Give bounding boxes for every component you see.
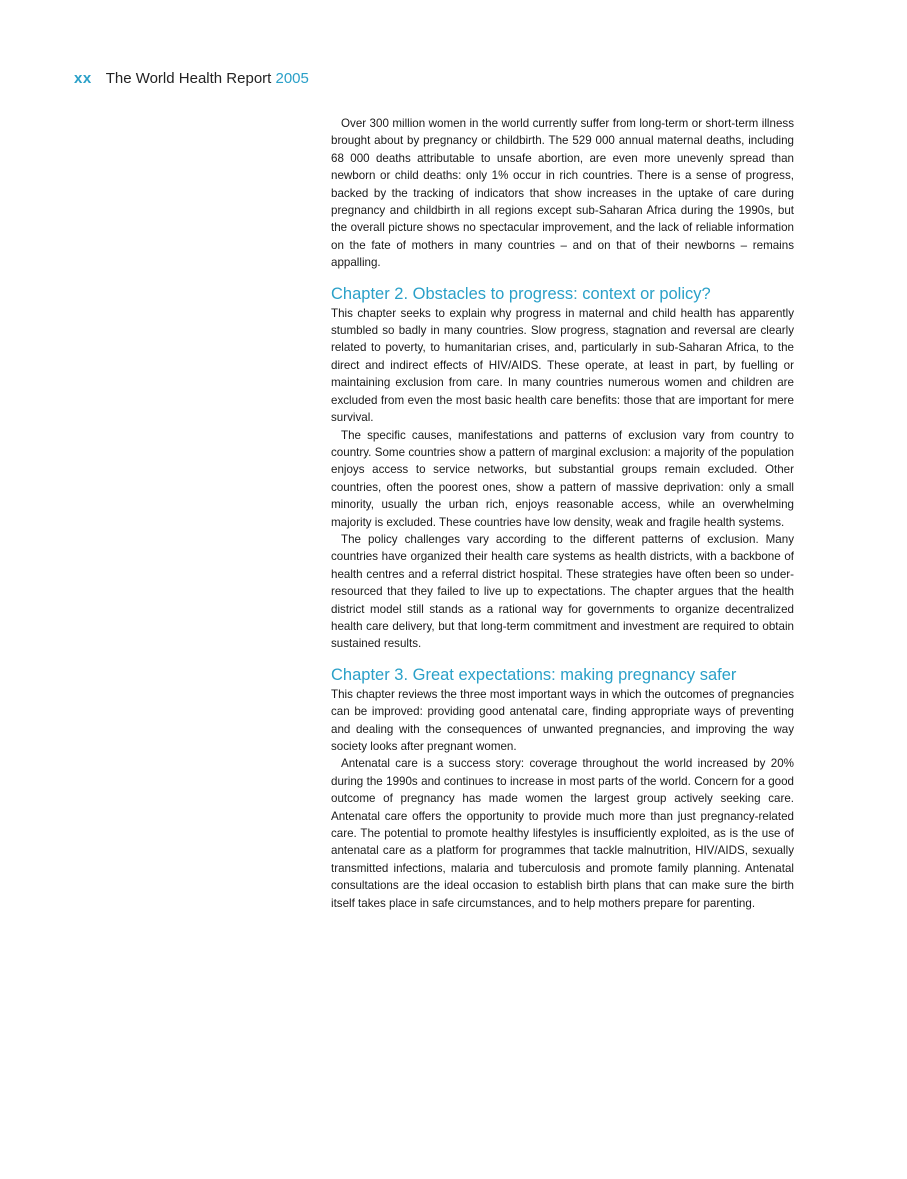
running-header [74,70,309,87]
chapter-2-paragraph: The specific causes, manifestations and patterns of exclusion vary from country to country. Some countries show a pattern of marginal exclusion: a majority of the population enjoys access to service networks, but substantial groups remain excluded. Other countries, often the poorest ones, show a pattern of massive deprivation: only a small minority, usually the urban rich, enjoys reasonable access, while an overwhelming majority is excluded. These countries have low density, weak and fragile health systems. [331,428,794,529]
page-number: xx [74,70,92,87]
chapter-3-heading: Chapter 3. Great expectations: making pregnancy safer [331,665,737,684]
report-title: The World Health Report [105,70,272,87]
chapter-2-heading: Chapter 2. Obstacles to progress: context or policy? [331,284,711,303]
chapter-3-paragraph: Antenatal care is a success story: coverage throughout the world increased by 20% during the 1990s and continues to increase in most parts of the world. Concern for a good outcome of pregnancy has made women the largest group actively seeking care. Antenatal care offers the opportunity to provide much more than just pregnancy-related care. The potential to promote healthy lifestyles is insufficiently exploited, as is the use of antenatal care as a platform for programmes that tackle malnutrition, HIV/AIDS, sexually transmitted infections, malaria and tuberculosis and promote family planning. Antenatal consultations are the ideal occasion to establish birth plans that can make sure the birth itself takes place in safe circumstances, and to help mothers prepare for parenting. [331,757,794,910]
chapter-2-paragraph: The policy challenges vary according to the different patterns of exclusion. Many countries have organized their health care systems as health districts, with a backbone of health centres and a referral district hospital. These strategies have often been so under-resourced that they failed to live up to expectations. The chapter argues that the health district model still stands as a rational way for governments to organize decentralized health care delivery, but that long-term commitment and investment are required to obtain sustained results. [331,532,794,651]
intro-paragraph: Over 300 million women in the world currently suffer from long-term or short-term illness brought about by pregnancy or childbirth. The 529 000 annual maternal deaths, including 68 000 deaths attributable to unsafe abortion, are even more unevenly spread than newborn or child deaths: only 1% occur in rich countries. There is a sense of progress, backed by the tracking of indicators that show increases in the uptake of care during pregnancy and childbirth in all regions except sub-Saharan Africa during the 1990s, but the overall picture shows no spectacular improvement, and the lack of reliable information on the fate of mothers in many countries – and on that of their newborns – remains appalling. [331,117,794,270]
body-column [331,115,794,912]
report-year: 2005 [275,70,309,87]
chapter-3-paragraph: This chapter reviews the three most important ways in which the outcomes of pregnancies can be improved: providing good antenatal care, finding appropriate ways of preventing and dealing with the consequences of unwanted pregnancies, and improving the way society looks after pregnant women. [331,687,794,753]
chapter-2-paragraph: This chapter seeks to explain why progress in maternal and child health has apparently stumbled so badly in many countries. Slow progress, stagnation and reversal are clearly related to poverty, to humanitarian crises, and, particularly in sub-Saharan Africa, to the direct and indirect effects of HIV/AIDS. These operate, at least in part, by fuelling or maintaining exclusion from care. In many countries numerous women and children are excluded from even the most basic health care benefits: those that are important for mere survival. [331,306,794,425]
